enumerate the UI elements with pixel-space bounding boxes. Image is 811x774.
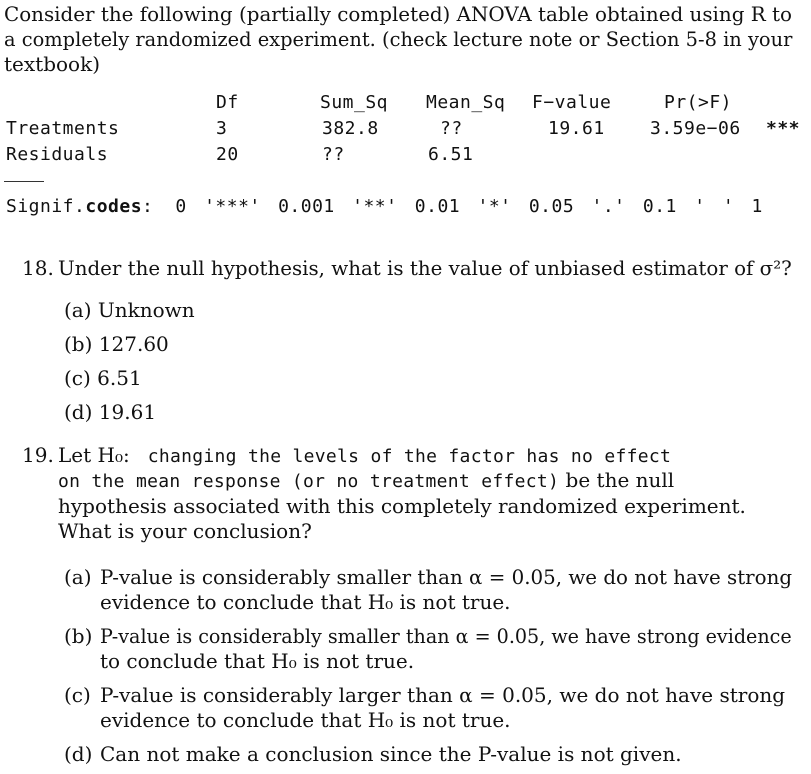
row-treatments-p: 3.59e−06 (650, 118, 741, 139)
row-treatments-f-value: 19.61 (548, 118, 605, 139)
q19-option-text-line-1: P-value is considerably smaller than α = 0.05, we have strong evidence (100, 624, 792, 648)
row-treatments-label: Treatments (6, 118, 120, 139)
q19-option-label: (a) (64, 565, 92, 589)
intro-line-3: textbook) (4, 52, 100, 76)
q18-number: 18. (22, 256, 54, 280)
header-df: Df (216, 92, 239, 113)
q19-option-label: (d) (64, 742, 93, 766)
row-residuals-sum-sq: ?? (322, 144, 345, 165)
q19-hypothesis-part-2: on the mean response (or no treatment effect) (58, 471, 560, 492)
header-f-value: F−value (532, 92, 612, 113)
row-treatments-sum-sq: 382.8 (322, 118, 379, 139)
signif-colon: : (142, 196, 154, 217)
q19-hypothesis-part-1: changing the levels of the factor has no effect (147, 446, 672, 467)
q18-text: Under the null hypothesis, what is the value of unbiased estimator of σ²? (58, 256, 792, 280)
q19-option-text-line-1: P-value is considerably smaller than α = 0.05, we do not have strong (100, 565, 793, 589)
header-p: Pr(>F) (664, 92, 733, 113)
q18-option-label: (a) (64, 298, 92, 322)
q19-line-4: What is your conclusion? (58, 519, 312, 543)
intro-line-2: a completely randomized experiment. (check lecture note or Section 5-8 in your (4, 27, 793, 51)
row-treatments-stars: *** (766, 118, 801, 139)
row-residuals-label: Residuals (6, 144, 109, 165)
q19-option-label: (b) (64, 624, 93, 648)
q18-option-label: (b) (64, 332, 93, 356)
q19-line-2-tail: be the null (565, 468, 675, 492)
row-residuals-mean-sq: 6.51 (428, 144, 474, 165)
q19-option-text-line-2: evidence to conclude that H₀ is not true. (100, 708, 511, 732)
header-sum-sq: Sum_Sq (320, 92, 389, 113)
q19-line-1 (58, 443, 671, 467)
signif-label: Signif. (6, 196, 86, 217)
header-mean-sq: Mean_Sq (426, 92, 506, 113)
signif-codes-word: codes (85, 196, 143, 217)
row-residuals-df: 20 (216, 144, 239, 165)
q19-option-text-line-2: to conclude that H₀ is not true. (100, 649, 415, 673)
q18-option-label: (d) (64, 400, 93, 424)
q18-option-c[interactable] (64, 366, 142, 390)
q19-option-text-line-1: Can not make a conclusion since the P-value is not given. (100, 742, 682, 766)
q18-option-a[interactable] (64, 298, 195, 322)
q18-option-text: 19.61 (98, 400, 157, 424)
q19-option-label: (c) (64, 683, 91, 707)
q19-option-text-line-2: evidence to conclude that H₀ is not true. (100, 590, 511, 614)
q19-option-text-line-1: P-value is considerably larger than α = 0.05, we do not have strong (100, 683, 786, 707)
row-treatments-df: 3 (216, 118, 228, 139)
signif-codes-line (6, 196, 763, 217)
intro-line-1: Consider the following (partially completed) ANOVA table obtained using R to (4, 2, 792, 26)
row-treatments-mean-sq: ?? (440, 118, 463, 139)
q19-line-2 (58, 468, 674, 492)
q19-number: 19. (22, 443, 54, 467)
q18-option-text: 6.51 (97, 366, 142, 390)
signif-codes-values: 0 '***' 0.001 '**' 0.01 '*' 0.05 '.' 0.1 ' ' 1 (175, 196, 763, 217)
q18-option-b[interactable] (64, 332, 169, 356)
q18-option-text: Unknown (97, 298, 195, 322)
q19-lead: Let H₀: (58, 443, 130, 467)
q18-option-text: 127.60 (98, 332, 169, 356)
q18-option-d[interactable] (64, 400, 156, 424)
q18-option-label: (c) (64, 366, 91, 390)
table-rule (4, 181, 44, 182)
q19-line-3: hypothesis associated with this completely randomized experiment. (58, 494, 746, 518)
